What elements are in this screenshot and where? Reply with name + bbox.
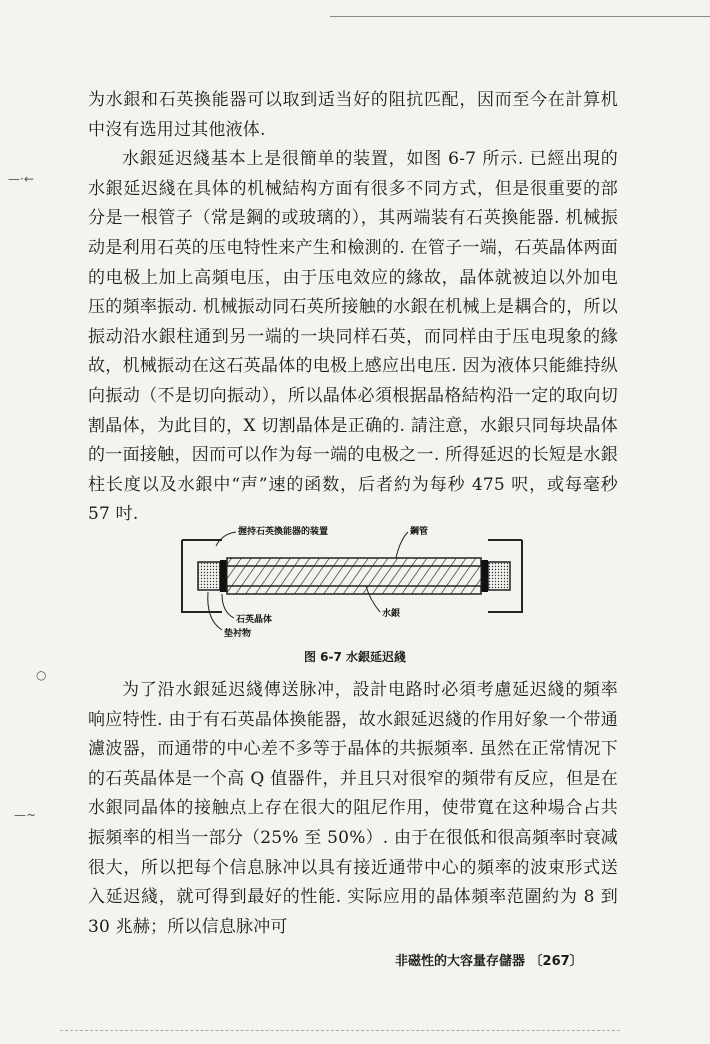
paragraph-2: 水銀延迟綫基本上是很簡单的装置，如图 6-7 所示. 已經出現的水銀延迟綫在具体的机械結构方面有很多不同方式，但是很重要的部分是一根管子（常是鋼的或玻璃的），其两端装有石英換能器. 机械振动是利用石英的压电特性来产生和檢測的. 在管子一端，石英晶体两面的电极上加上高頻电压，由于压电效应的緣故，晶体就被迫以外加电压的頻率振动. 机械振动同石英所接触的水銀在机械上是耦合的，所以振动沿水銀柱通到另一端的一块同样石英，而同样由于压电現象的緣故，机械振动在这石英晶体的电极上感应出电压. 因为液体只能維持纵向振动（不是切向振动），所以晶体必須根据晶格結构沿一定的取向切割晶体，为此目的，X 切割晶体是正确的. 請注意，水銀只同每块晶体的一面接触，因而可以作为每一端的电极之一. 所得延迟的长短是水銀柱长度以及水銀中“声”速的函数，后者約为每秒 475 呎，或每毫秒 57 吋.: [88, 149, 618, 525]
margin-circle: ○: [36, 668, 47, 682]
pad-right: [488, 562, 510, 590]
text-block-top: [88, 86, 618, 530]
margin-mark-2: —~: [14, 808, 37, 822]
figure-caption: 图 6-7 水銀延迟綫: [303, 650, 407, 664]
running-title: 非磁性的大容量存儲器: [395, 954, 526, 969]
crystal-left: [220, 560, 227, 592]
figure-6-7: [170, 520, 540, 670]
bottom-rule: [60, 1030, 620, 1031]
paragraph-3: 为了沿水銀延迟綫傳送脉冲，設計电路时必須考慮延迟綫的頻率响应特性. 由于有石英晶体換能器，故水銀延迟綫的作用好象一个带通濾波器，而通带的中心差不多等于晶体的共振頻率. 虽然在正常情况下的石英晶体是一个高 Q 值器件，并且只对很窄的頻带有反应，但是在水銀同晶体的接触点上存在很大的阻尼作用，使带寬在这种場合占共振頻率的相当一部分（25% 至 50%）. 由于在很低和很高頻率时衰减很大，所以把每个信息脉冲以具有接近通带中心的頻率的波束形式送入延迟綫，就可得到最好的性能. 实际应用的晶体頻率范圍約为 8 到 30 兆赫；所以信息脉冲可: [88, 680, 618, 937]
crystal-right: [481, 560, 488, 592]
page-number: 〔267〕: [529, 954, 583, 969]
mercury-column: [227, 566, 481, 586]
label-crystal: 石英晶体: [236, 615, 273, 625]
leader-crystal: [222, 594, 234, 618]
label-holder: 握持石英換能器的装置: [238, 527, 329, 537]
paragraph-1: 为水銀和石英換能器可以取到适当好的阻抗匹配，因而至今在計算机中沒有选用过其他液体.: [88, 90, 618, 140]
delay-line-diagram: [170, 520, 540, 645]
label-mercury: 水銀: [382, 609, 401, 619]
top-rule: [330, 16, 710, 17]
margin-mark-1: —·←: [8, 172, 34, 186]
leader-tube: [396, 532, 408, 558]
page-footer: [395, 950, 583, 969]
pad-left: [198, 562, 220, 590]
tube-wall-bottom: [227, 586, 481, 594]
label-pad: 垫衬物: [224, 629, 252, 639]
tube-wall-top: [227, 558, 481, 566]
text-block-bottom: [88, 676, 618, 942]
label-tube: 鋼管: [410, 527, 429, 537]
